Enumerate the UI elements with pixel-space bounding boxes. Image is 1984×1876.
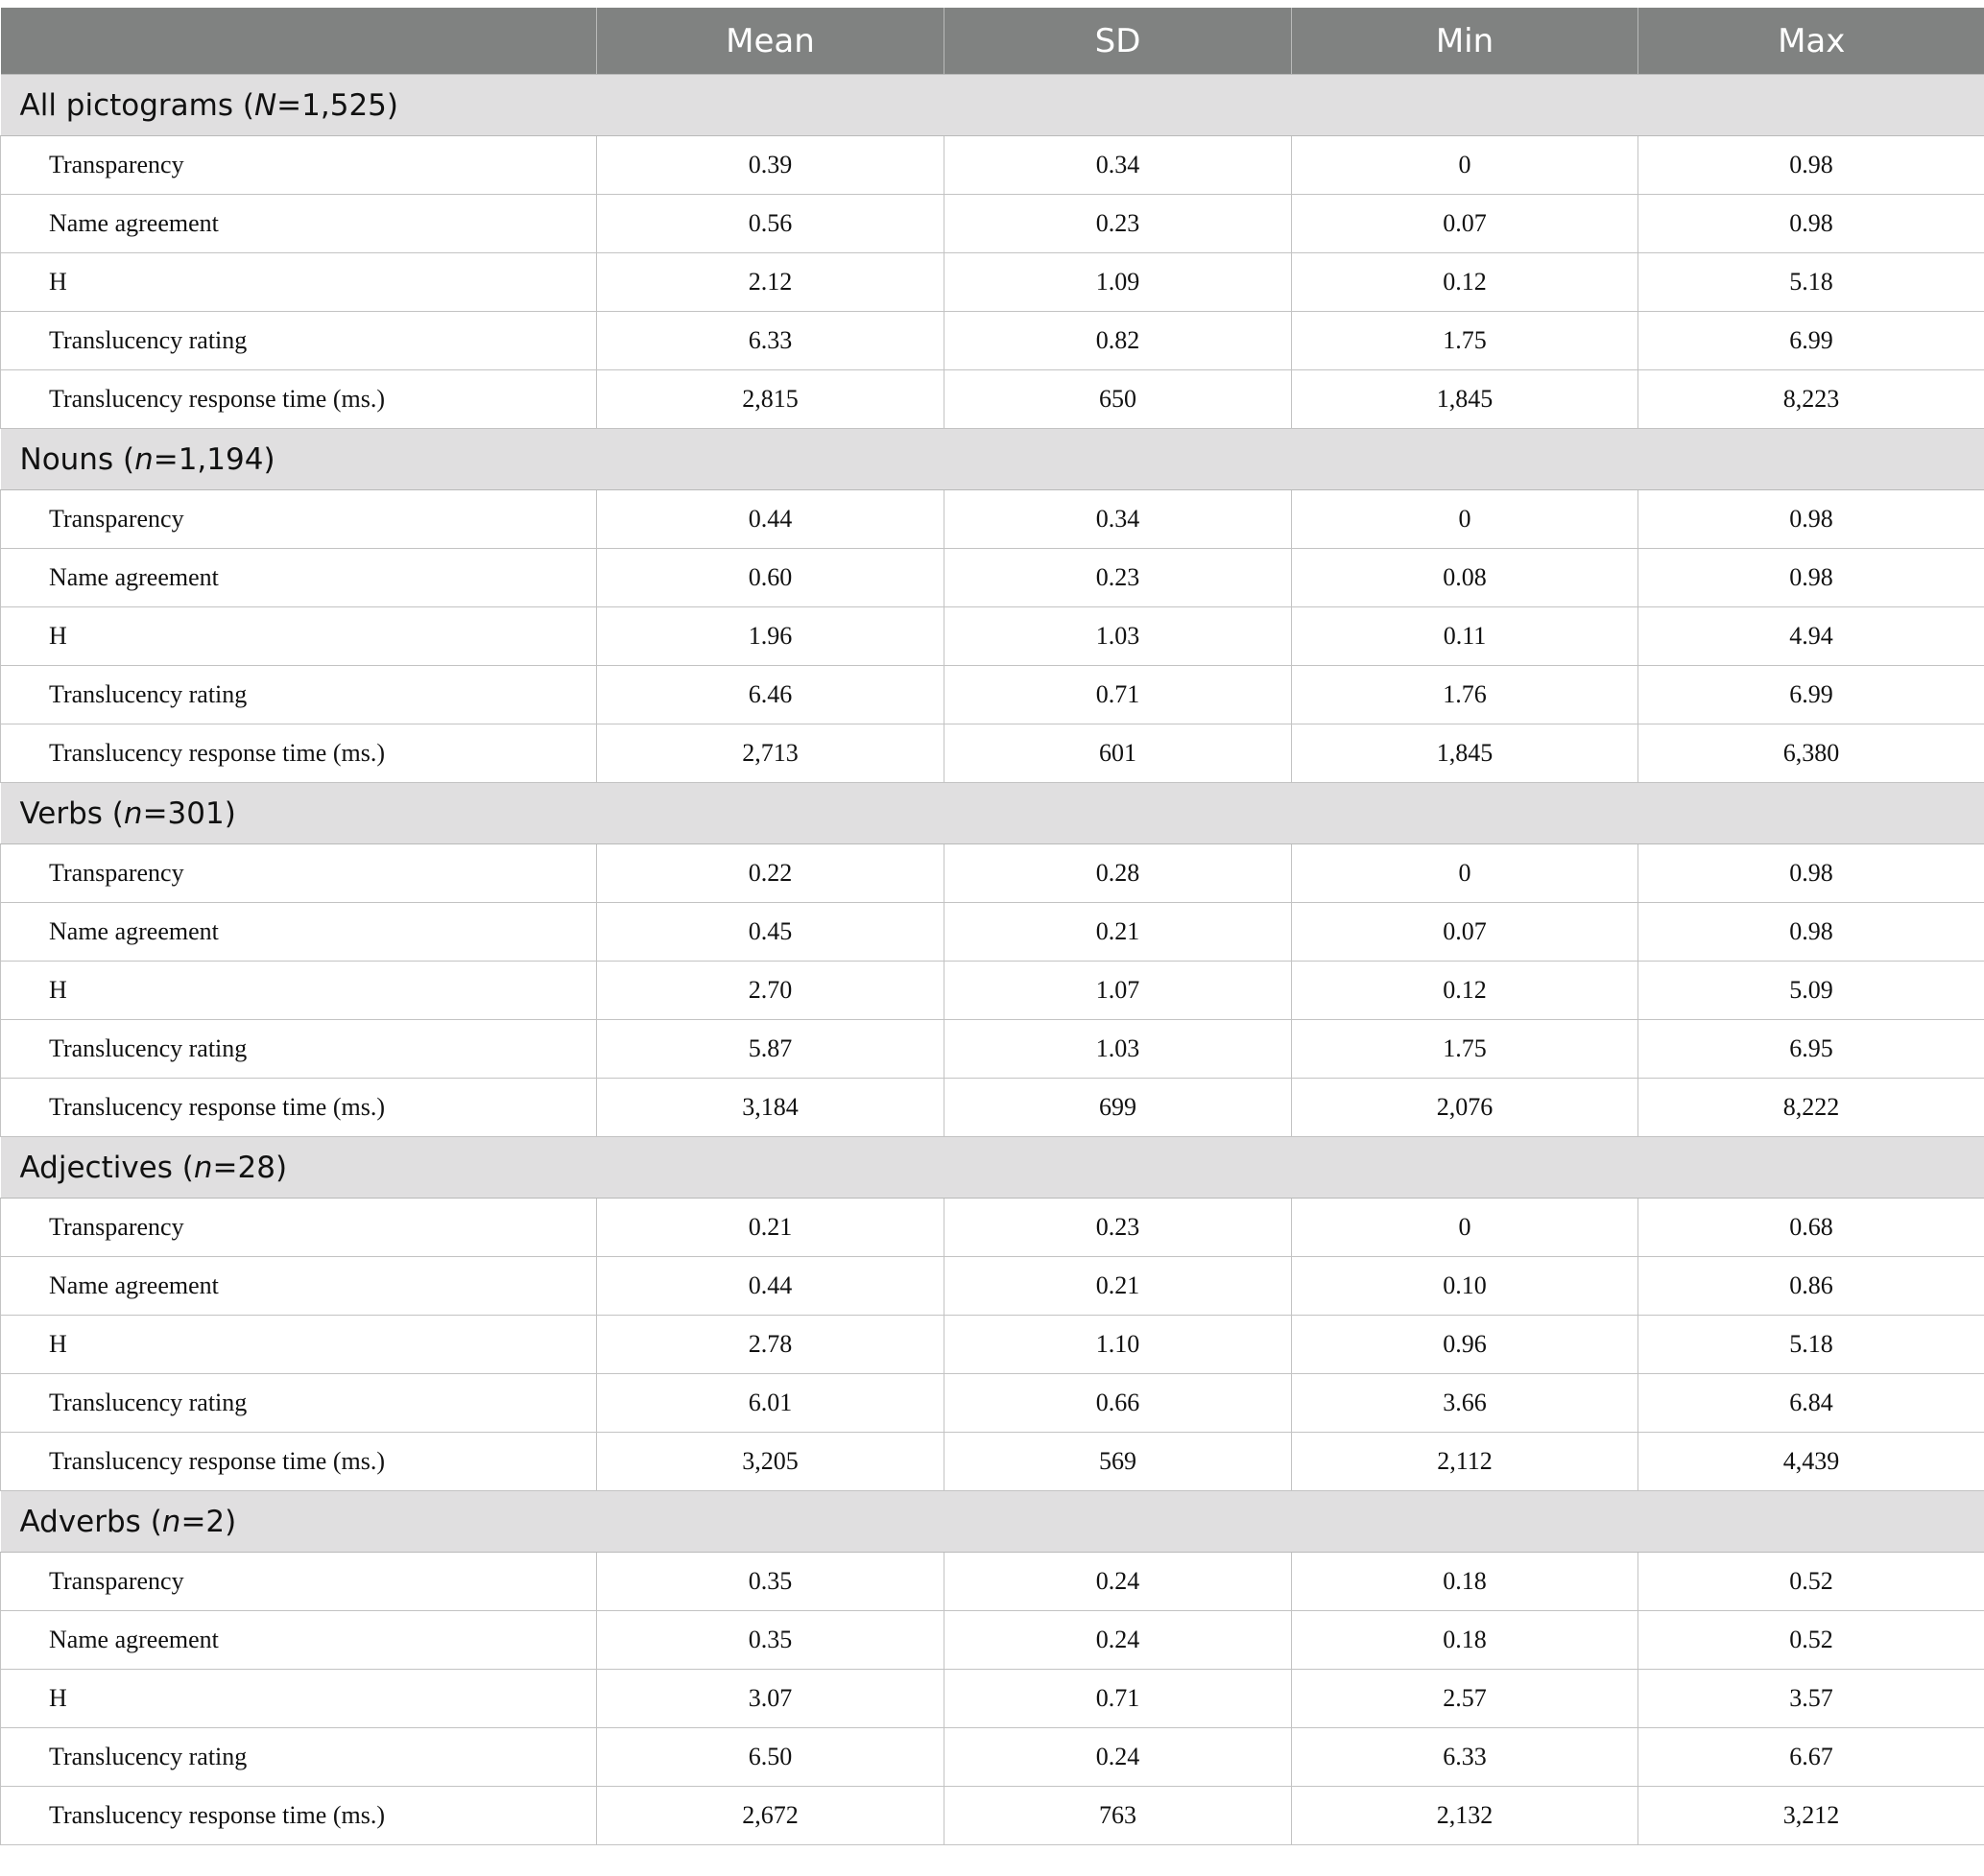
row-label: Name agreement [1,549,597,607]
row-label: Translucency response time (ms.) [1,1079,597,1137]
table-row [1,666,1984,724]
table-row [1,136,1984,195]
group-header-row [1,1137,1984,1199]
row-label: Translucency rating [1,1374,597,1433]
sd-cell: 650 [944,370,1292,429]
group-count-value: =2 [180,1504,226,1539]
sd-cell: 0.24 [944,1728,1292,1787]
min-cell: 1.76 [1292,666,1638,724]
group-title: Adjectives (n=28) [1,1137,1984,1199]
min-cell: 0 [1292,490,1638,549]
table-row [1,903,1984,962]
row-label: H [1,1670,597,1728]
sd-cell: 0.82 [944,312,1292,370]
mean-cell: 0.21 [597,1199,944,1257]
min-cell: 0.18 [1292,1611,1638,1670]
group-title: Verbs (n=301) [1,783,1984,844]
table-row [1,1433,1984,1491]
row-label: Translucency response time (ms.) [1,1787,597,1845]
row-label: H [1,607,597,666]
mean-cell: 2.78 [597,1316,944,1374]
header-cell-min: Min [1292,8,1638,75]
max-cell: 6.95 [1638,1020,1984,1079]
max-cell: 8,222 [1638,1079,1984,1137]
group-count-symbol: N [253,87,277,123]
max-cell: 3.57 [1638,1670,1984,1728]
min-cell: 1.75 [1292,1020,1638,1079]
max-cell: 0.52 [1638,1553,1984,1611]
table-row [1,1553,1984,1611]
min-cell: 2,132 [1292,1787,1638,1845]
table-row [1,1257,1984,1316]
min-cell: 0.12 [1292,253,1638,312]
mean-cell: 0.35 [597,1553,944,1611]
sd-cell: 699 [944,1079,1292,1137]
group-header-row [1,1491,1984,1553]
mean-cell: 2,672 [597,1787,944,1845]
max-cell: 0.98 [1638,549,1984,607]
table-row [1,1199,1984,1257]
min-cell: 3.66 [1292,1374,1638,1433]
mean-cell: 3,184 [597,1079,944,1137]
group-header-row [1,429,1984,490]
max-cell: 6.99 [1638,666,1984,724]
min-cell: 1,845 [1292,724,1638,783]
row-label: Transparency [1,490,597,549]
row-label: Transparency [1,844,597,903]
min-cell: 1,845 [1292,370,1638,429]
sd-cell: 0.21 [944,903,1292,962]
sd-cell: 0.71 [944,1670,1292,1728]
max-cell: 5.18 [1638,1316,1984,1374]
group-count-symbol: n [193,1150,213,1185]
mean-cell: 0.35 [597,1611,944,1670]
max-cell: 6.67 [1638,1728,1984,1787]
mean-cell: 0.22 [597,844,944,903]
table-row [1,844,1984,903]
sd-cell: 0.21 [944,1257,1292,1316]
min-cell: 0.11 [1292,607,1638,666]
row-label: Translucency rating [1,666,597,724]
max-cell: 0.86 [1638,1257,1984,1316]
group-title: Adverbs (n=2) [1,1491,1984,1553]
max-cell: 6,380 [1638,724,1984,783]
sd-cell: 0.71 [944,666,1292,724]
row-label: Translucency response time (ms.) [1,1433,597,1491]
sd-cell: 0.28 [944,844,1292,903]
row-label: Translucency response time (ms.) [1,370,597,429]
group-header-row [1,783,1984,844]
table-row [1,1374,1984,1433]
max-cell: 5.09 [1638,962,1984,1020]
max-cell: 0.98 [1638,136,1984,195]
mean-cell: 1.96 [597,607,944,666]
sd-cell: 0.66 [944,1374,1292,1433]
min-cell: 2,112 [1292,1433,1638,1491]
sd-cell: 1.07 [944,962,1292,1020]
mean-cell: 2,815 [597,370,944,429]
header-row [1,8,1984,75]
group-count-value: =28 [212,1150,275,1185]
table-row [1,1728,1984,1787]
group-count-symbol: n [161,1504,181,1539]
min-cell: 2.57 [1292,1670,1638,1728]
row-label: Translucency rating [1,312,597,370]
max-cell: 8,223 [1638,370,1984,429]
mean-cell: 0.56 [597,195,944,253]
mean-cell: 2.70 [597,962,944,1020]
row-label: H [1,1316,597,1374]
min-cell: 0.08 [1292,549,1638,607]
sd-cell: 1.10 [944,1316,1292,1374]
min-cell: 0.96 [1292,1316,1638,1374]
min-cell: 0 [1292,844,1638,903]
row-label: Translucency rating [1,1728,597,1787]
mean-cell: 2.12 [597,253,944,312]
row-label: H [1,253,597,312]
sd-cell: 1.03 [944,1020,1292,1079]
group-name: Adverbs [19,1504,141,1539]
table-row [1,962,1984,1020]
mean-cell: 0.44 [597,1257,944,1316]
table-row [1,1079,1984,1137]
group-count-value: =1,194 [153,441,264,477]
sd-cell: 1.09 [944,253,1292,312]
min-cell: 0.07 [1292,195,1638,253]
row-label: Translucency response time (ms.) [1,724,597,783]
min-cell: 0 [1292,1199,1638,1257]
table-row [1,549,1984,607]
header-cell-max: Max [1638,8,1984,75]
group-count-value: =1,525 [276,87,387,123]
max-cell: 5.18 [1638,253,1984,312]
mean-cell: 0.45 [597,903,944,962]
header-cell-mean: Mean [597,8,944,75]
statistics-table [0,8,1984,1845]
table-row [1,490,1984,549]
row-label: Name agreement [1,1257,597,1316]
min-cell: 2,076 [1292,1079,1638,1137]
table-row [1,253,1984,312]
min-cell: 0.18 [1292,1553,1638,1611]
table-row [1,1670,1984,1728]
row-label: Transparency [1,136,597,195]
max-cell: 4.94 [1638,607,1984,666]
min-cell: 0 [1292,136,1638,195]
max-cell: 6.84 [1638,1374,1984,1433]
group-name: Verbs [19,796,103,831]
min-cell: 6.33 [1292,1728,1638,1787]
row-label: Transparency [1,1199,597,1257]
header-cell-label [1,8,597,75]
row-label: Name agreement [1,195,597,253]
max-cell: 0.98 [1638,844,1984,903]
sd-cell: 763 [944,1787,1292,1845]
mean-cell: 0.60 [597,549,944,607]
table-row [1,312,1984,370]
sd-cell: 0.23 [944,1199,1292,1257]
mean-cell: 2,713 [597,724,944,783]
table-row [1,1316,1984,1374]
sd-cell: 0.23 [944,195,1292,253]
row-label: H [1,962,597,1020]
table-row [1,1611,1984,1670]
mean-cell: 0.44 [597,490,944,549]
group-count-symbol: n [123,796,143,831]
sd-cell: 0.34 [944,490,1292,549]
sd-cell: 0.24 [944,1553,1292,1611]
min-cell: 0.12 [1292,962,1638,1020]
mean-cell: 3.07 [597,1670,944,1728]
header-cell-sd: SD [944,8,1292,75]
row-label: Name agreement [1,903,597,962]
sd-cell: 601 [944,724,1292,783]
mean-cell: 3,205 [597,1433,944,1491]
group-title: All pictograms (N=1,525) [1,75,1984,136]
table-row [1,724,1984,783]
max-cell: 0.98 [1638,903,1984,962]
row-label: Name agreement [1,1611,597,1670]
sd-cell: 0.34 [944,136,1292,195]
sd-cell: 0.24 [944,1611,1292,1670]
mean-cell: 5.87 [597,1020,944,1079]
group-header-row [1,75,1984,136]
group-name: Nouns [19,441,114,477]
table-row [1,607,1984,666]
sd-cell: 1.03 [944,607,1292,666]
table-row [1,1787,1984,1845]
max-cell: 0.68 [1638,1199,1984,1257]
sd-cell: 0.23 [944,549,1292,607]
mean-cell: 6.01 [597,1374,944,1433]
group-name: All pictograms [19,87,234,123]
row-label: Translucency rating [1,1020,597,1079]
sd-cell: 569 [944,1433,1292,1491]
max-cell: 3,212 [1638,1787,1984,1845]
group-count-symbol: n [134,441,154,477]
group-name: Adjectives [19,1150,173,1185]
mean-cell: 6.50 [597,1728,944,1787]
mean-cell: 6.33 [597,312,944,370]
max-cell: 0.98 [1638,195,1984,253]
min-cell: 0.07 [1292,903,1638,962]
group-title: Nouns (n=1,194) [1,429,1984,490]
min-cell: 0.10 [1292,1257,1638,1316]
min-cell: 1.75 [1292,312,1638,370]
max-cell: 4,439 [1638,1433,1984,1491]
group-count-value: =301 [142,796,225,831]
max-cell: 6.99 [1638,312,1984,370]
max-cell: 0.98 [1638,490,1984,549]
mean-cell: 0.39 [597,136,944,195]
mean-cell: 6.46 [597,666,944,724]
row-label: Transparency [1,1553,597,1611]
max-cell: 0.52 [1638,1611,1984,1670]
table-row [1,370,1984,429]
table-row [1,195,1984,253]
table-row [1,1020,1984,1079]
table-body [1,75,1984,1845]
